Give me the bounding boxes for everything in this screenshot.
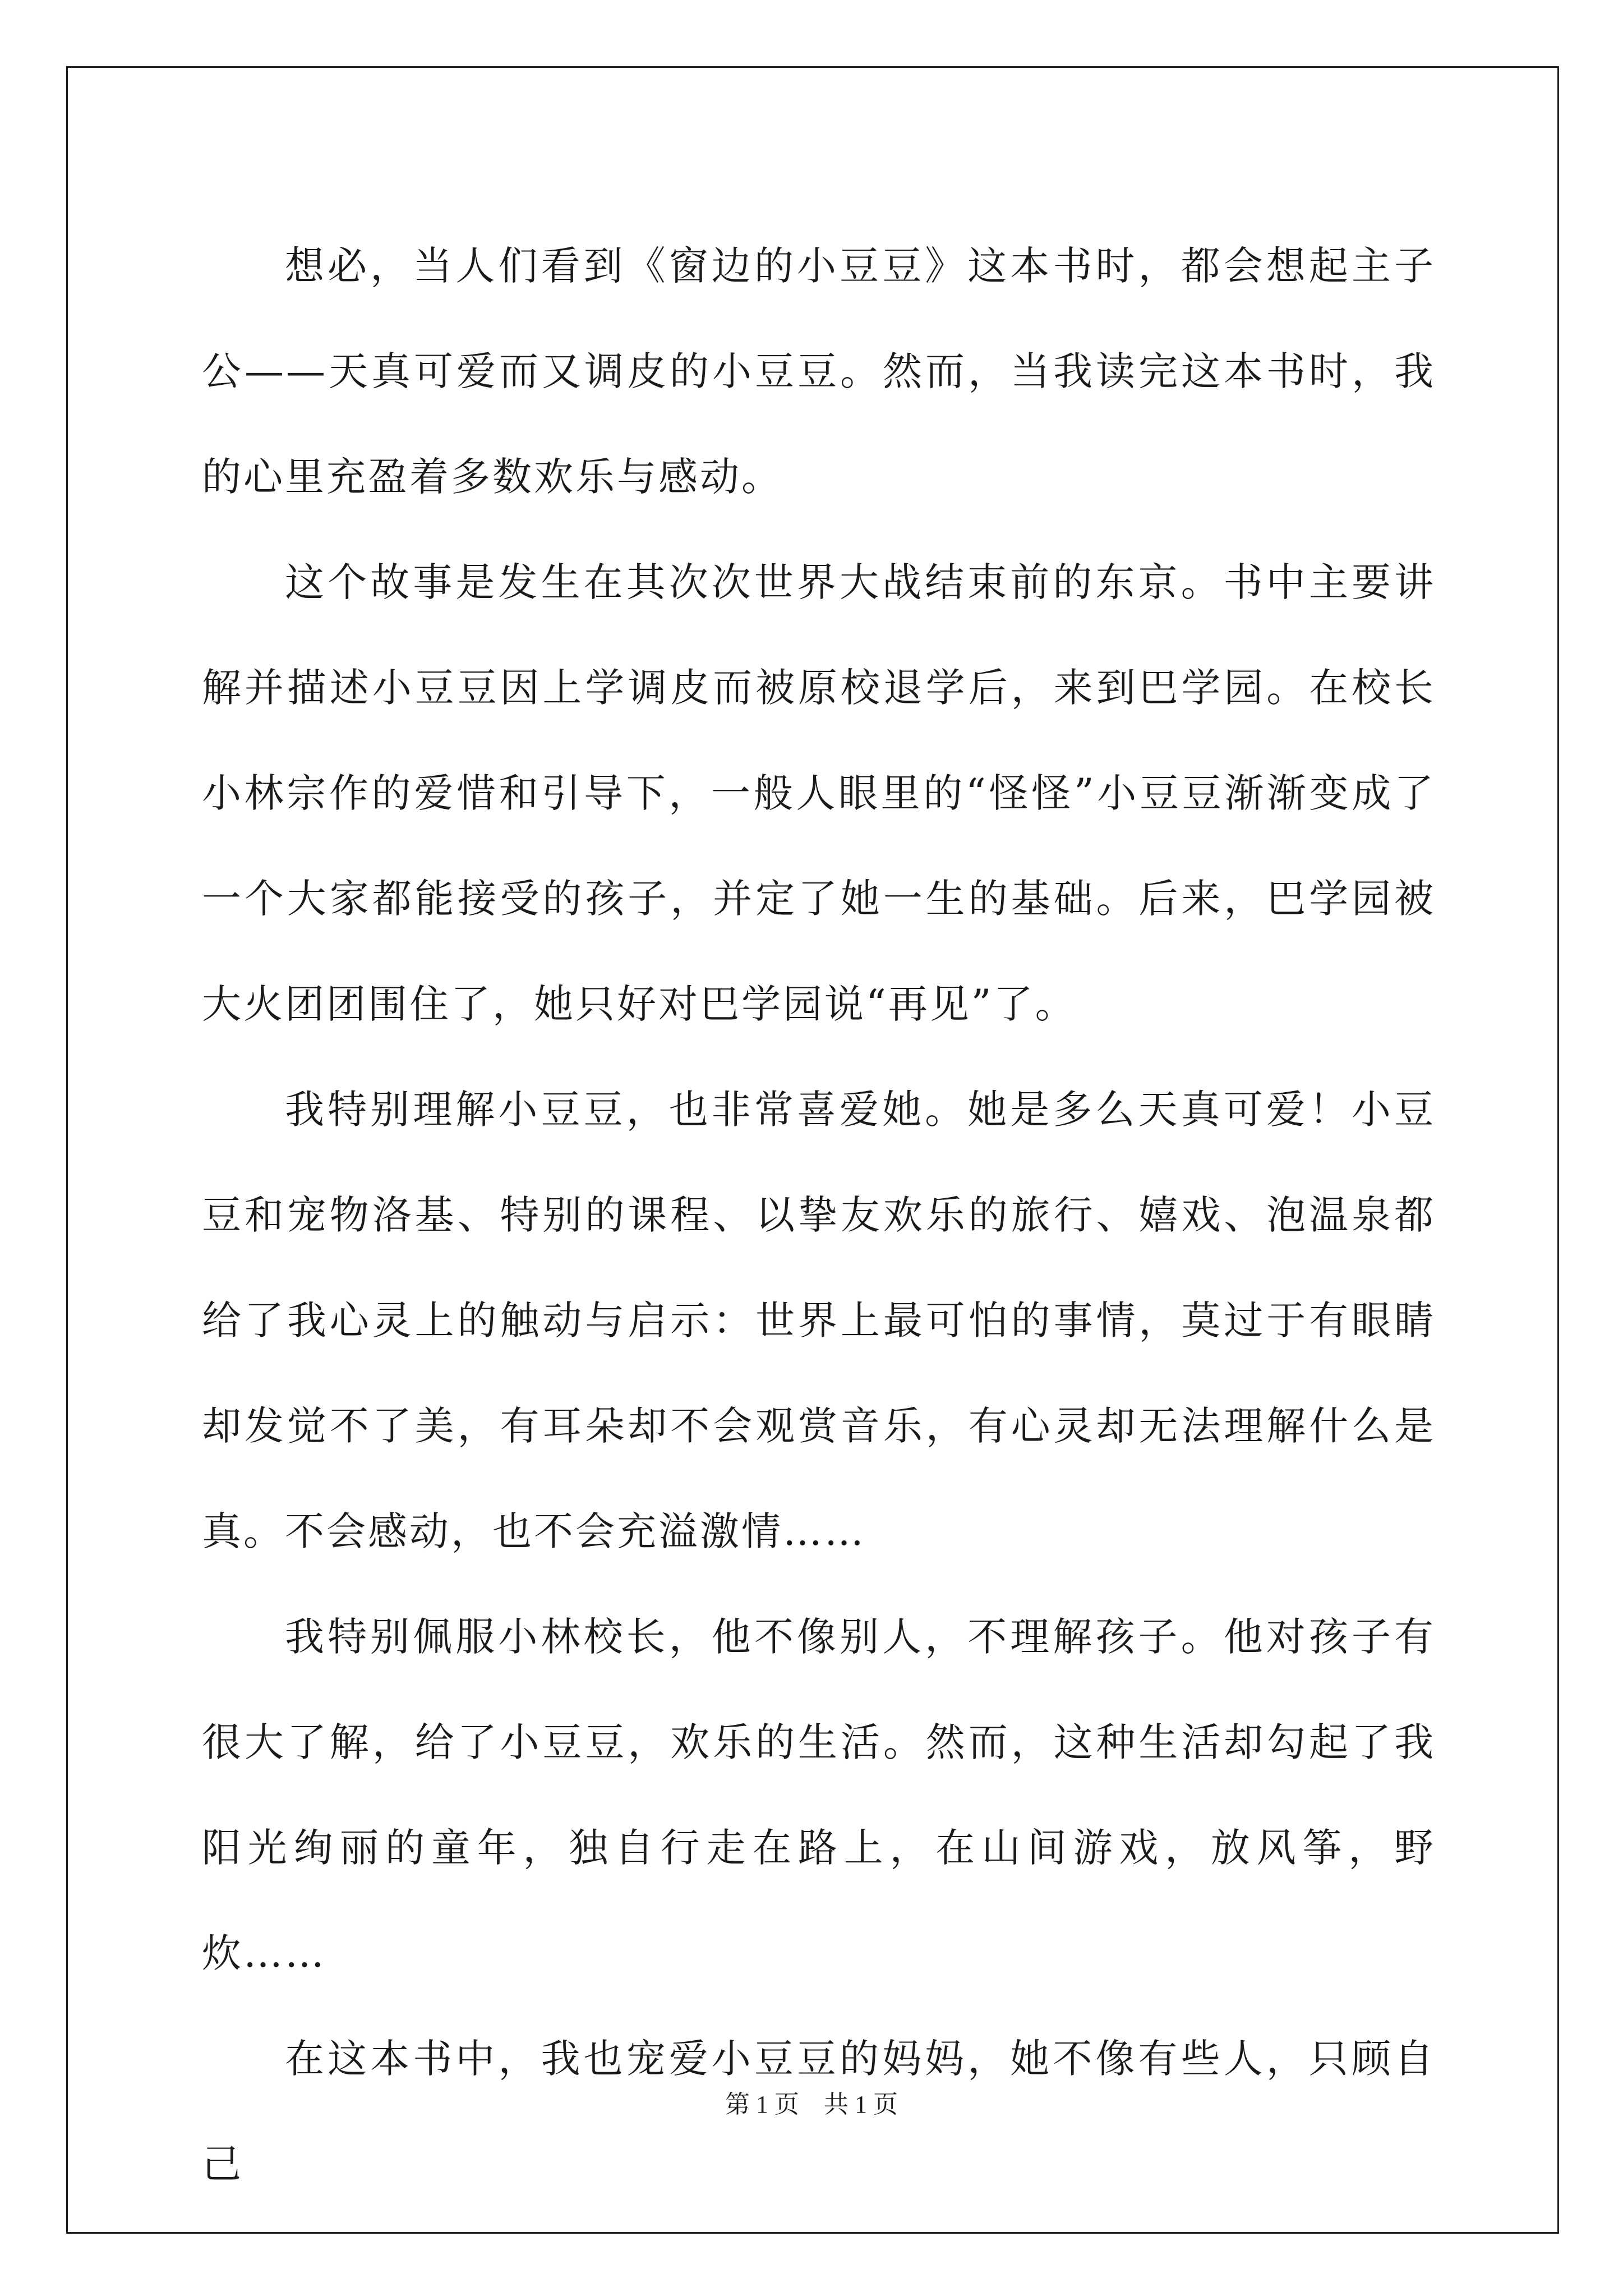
paragraph: 我特别理解小豆豆，也非常喜爱她。她是多么天真可爱！小豆豆和宠物洛基、特别的课程、以挚友欢乐的旅行、嬉戏、泡温泉都给了我心灵上的触动与启示：世界上最可怕的事情，莫过于有眼睛却发觉不了美，有耳朵却不会观赏音乐，有心灵却无法理解什么是真。不会感动，也不会充溢激情…… bbox=[202, 1087, 1436, 1554]
page-total: 共 1 页 bbox=[824, 2091, 898, 2118]
paragraph: 在这本书中，我也宠爱小豆豆的妈妈，她不像有些人，只顾自己 bbox=[202, 2036, 1436, 2187]
paragraph: 这个故事是发生在其次次世界大战结束前的东京。书中主要讲解并描述小豆豆因上学调皮而被原校退学后，来到巴学园。在校长小林宗作的爱惜和引导下，一般人眼里的“怪怪”小豆豆渐渐变成了一个大家都能接受的孩子，并定了她一生的基础。后来，巴学园被大火团团围住了，她只好对巴学园说“再见”了。 bbox=[202, 559, 1436, 1027]
document-body bbox=[202, 213, 1436, 2217]
page-footer bbox=[0, 2084, 1623, 2120]
paragraph: 我特别佩服小林校长，他不像别人，不理解孩子。他对孩子有很大了解，给了小豆豆，欢乐的生活。然而，这种生活却勾起了我阳光绚丽的童年，独自行走在路上，在山间游戏，放风筝，野炊…… bbox=[202, 1614, 1436, 1976]
paragraph: 想必，当人们看到《窗边的小豆豆》这本书时，都会想起主子公——天真可爱而又调皮的小豆豆。然而，当我读完这本书时，我的心里充盈着多数欢乐与感动。 bbox=[202, 243, 1436, 500]
page-number: 第 1 页 bbox=[725, 2091, 799, 2118]
